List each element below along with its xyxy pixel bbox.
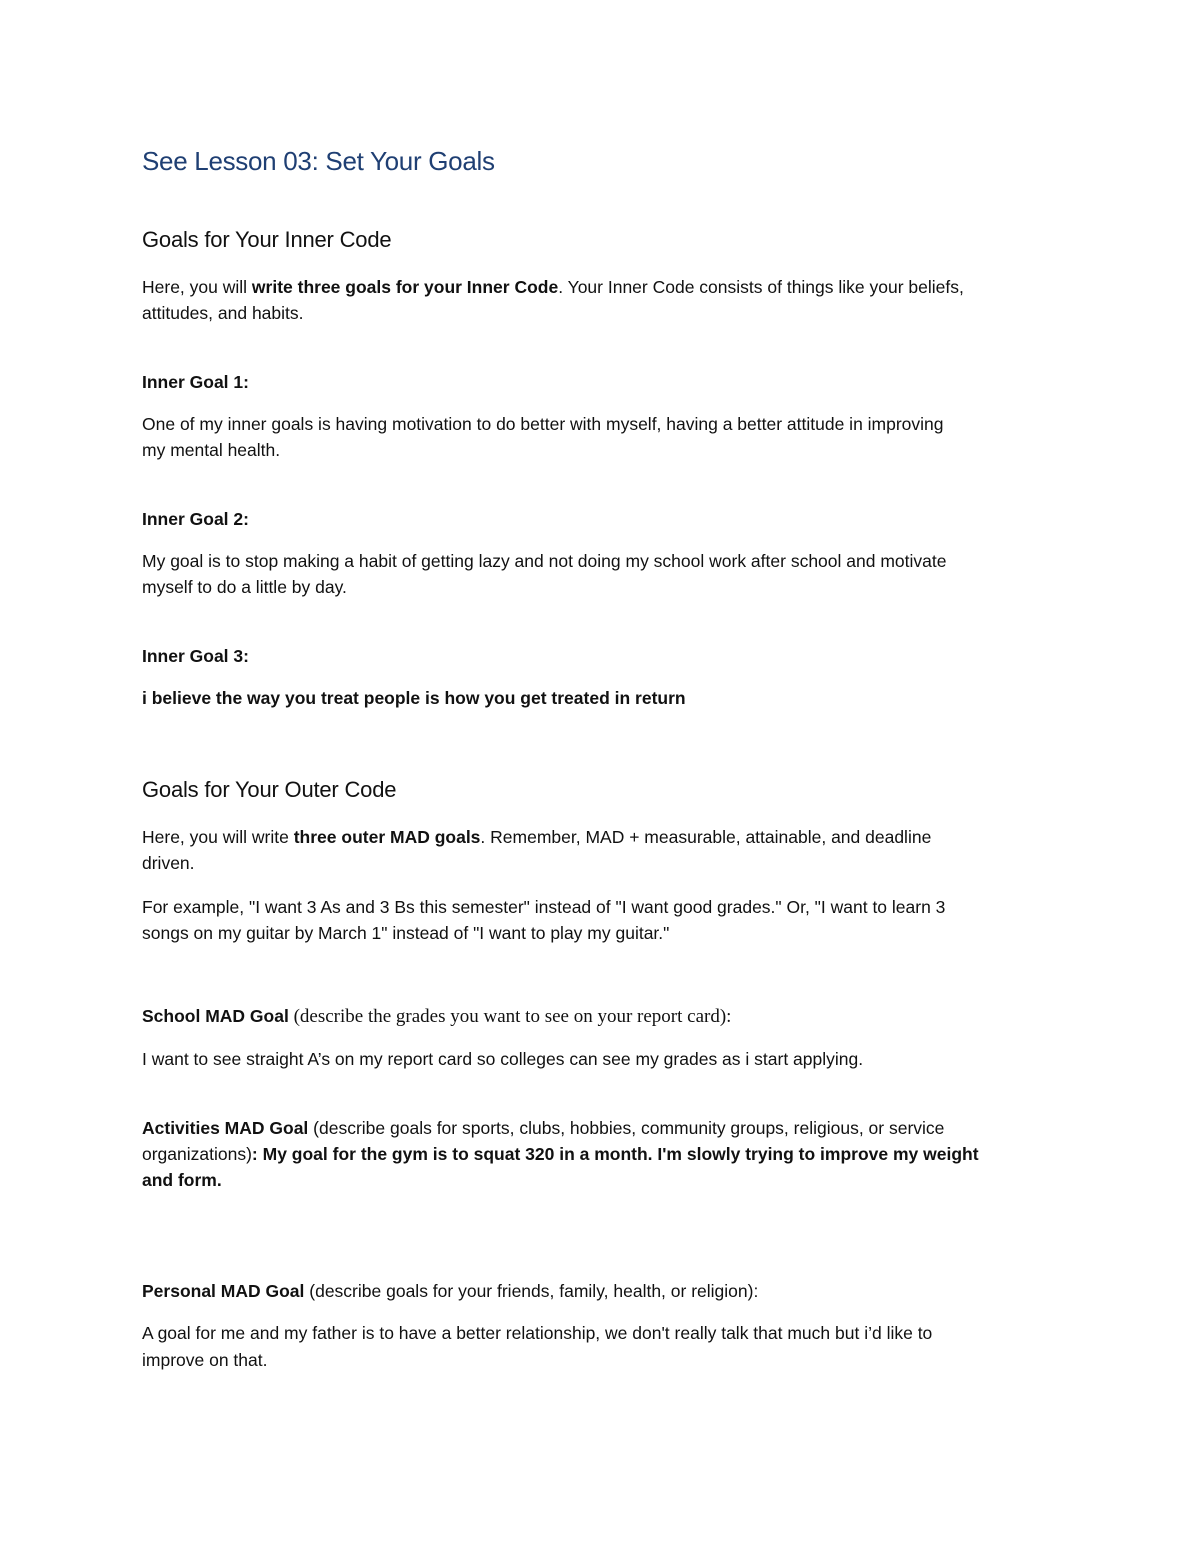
personal-goal-description: (describe goals for your friends, family, health, or religion): [304, 1281, 759, 1301]
inner-intro-rest: . Your Inner Code consists of things like your beliefs, [558, 277, 964, 297]
page-title: See Lesson 03: Set Your Goals [142, 146, 495, 176]
outer-intro-text: Here, you will write [142, 827, 294, 847]
outer-intro-rest: . Remember, MAD + measurable, attainable, and deadline [480, 827, 932, 847]
activities-goal-line2 [142, 1141, 979, 1167]
outer-intro-line1 [142, 824, 931, 850]
activities-goal-label: Activities MAD Goal [142, 1118, 309, 1138]
school-goal-answer: I want to see straight A’s on my report card so colleges can see my grades as i start applying. [142, 1049, 864, 1069]
inner-code-heading: Goals for Your Inner Code [142, 227, 392, 252]
personal-goal-answer-line2: improve on that. [142, 1350, 268, 1370]
inner-intro-line2: attitudes, and habits. [142, 303, 304, 323]
activities-goal-colon: : [251, 1144, 263, 1164]
personal-goal-prompt [142, 1278, 758, 1304]
inner-goal-1-label: Inner Goal 1: [142, 372, 249, 392]
outer-example-line1: For example, "I want 3 As and 3 Bs this semester" instead of "I want good grades." Or, "I want to learn 3 [142, 897, 946, 917]
personal-goal-answer-line1: A goal for me and my father is to have a better relationship, we don't really talk that much but i’d like to [142, 1323, 933, 1343]
activities-goal-line1 [142, 1115, 944, 1141]
school-goal-description: (describe the grades you want to see on your report card): [288, 1006, 732, 1027]
activities-goal-answer: My goal for the gym is to squat 320 in a month. I'm slowly trying to improve my weight [262, 1144, 979, 1164]
inner-goal-2-line1: My goal is to stop making a habit of getting lazy and not doing my school work after school and motivate [142, 551, 947, 571]
activities-goal-description-end: organizations) [142, 1144, 252, 1164]
outer-code-heading: Goals for Your Outer Code [142, 777, 397, 802]
outer-intro-bold: three outer MAD goals [293, 827, 481, 847]
outer-example-line2: songs on my guitar by March 1" instead of "I want to play my guitar." [142, 923, 670, 943]
activities-goal-line3: and form. [142, 1170, 222, 1190]
personal-goal-label: Personal MAD Goal [142, 1281, 305, 1301]
inner-goal-2-label: Inner Goal 2: [142, 509, 249, 529]
inner-intro-text: Here, you will [142, 277, 252, 297]
inner-goal-2-line2: myself to do a little by day. [142, 577, 347, 597]
inner-goal-3-text: i believe the way you treat people is how you get treated in return [142, 688, 686, 708]
activities-goal-description: (describe goals for sports, clubs, hobbies, community groups, religious, or service [308, 1118, 945, 1138]
inner-goal-3-label: Inner Goal 3: [142, 646, 249, 666]
school-goal-prompt [142, 1003, 731, 1030]
inner-goal-1-line1: One of my inner goals is having motivation to do better with myself, having a better attitude in improving [142, 414, 944, 434]
outer-intro-line2: driven. [142, 853, 195, 873]
inner-intro-line1 [142, 274, 964, 300]
inner-intro-bold: write three goals for your Inner Code [251, 277, 559, 297]
school-goal-label: School MAD Goal [142, 1006, 289, 1026]
inner-goal-1-line2: my mental health. [142, 440, 281, 460]
